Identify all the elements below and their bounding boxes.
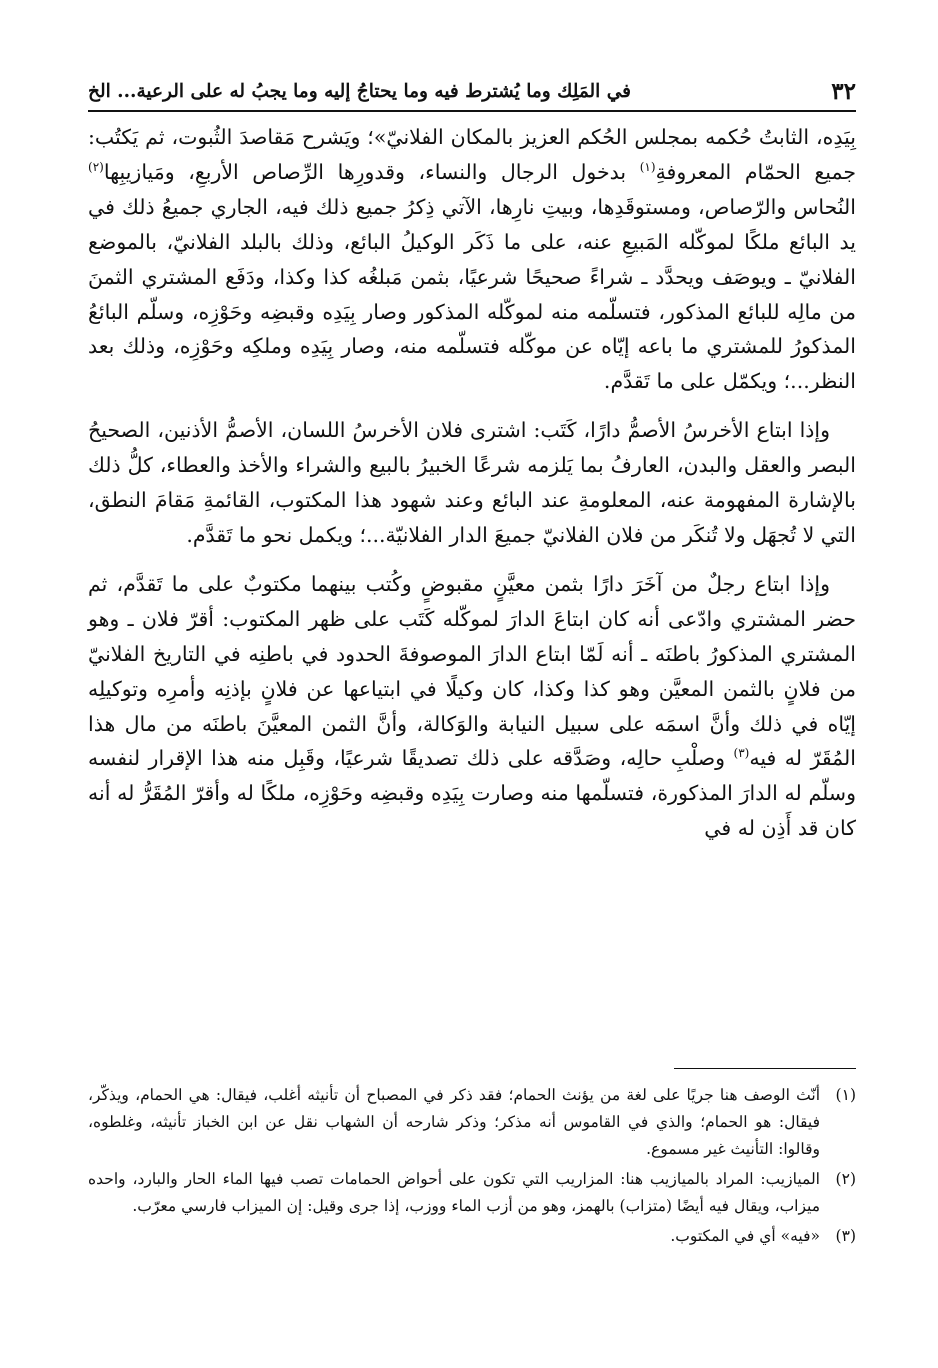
footnote-text: الميازيب: المراد بالميازيب هنا: المزاريب التي تكون على أحواض الحمامات تصب فيها الماء الحار والبارد، واحده ميزاب، ويقال فيه أيضًا (متزاب) بالهمز، وهو من أزب الماء ووزب، إذا جرى وقيل: إن الميزاب فارسي معرّب. (88, 1170, 820, 1215)
footnote-number: (١) (835, 1086, 856, 1104)
footnote-ref-3[interactable]: (٣) (733, 746, 750, 761)
footnotes (88, 1082, 856, 1253)
footnote-1 (88, 1082, 856, 1163)
text-run: النُحاس والرّصاص، ومستوقَدِها، وبيتِ نارِها، الآتي ذِكرُ جميع ذلك فيه، الجاري جميعُ ذلك في يد البائع ملكًا لموكّله المَبيعِ عنه، على ما ذَكَر الوكيلُ البائع، وذلك بالبلد الفلانيّ، بالموضع الفلانيّ ـ ويوصَف ويحدَّد ـ شراءً صحيحًا شرعيًا، بثمن مَبلغُه كذا وكذا، ودَفَع المشتري الثمنَ من مالِه للبائع المذكور، فتسلّمه منه لموكّله المذكور وصار بِيَدِه وقبضِه وحَوْزِه، وسلّم البائعُ المذكورُ للمشتري ما باعه إيّاه عن موكّله فتسلّمه منه، وصار بِيَدِه وملكِه وحَوْزِه، وذلك بعد النظر...؛ ويكمّل على ما تَقدَّم. (88, 194, 856, 394)
text-run: بدخول الرجال والنساء، وقدورِها الرِّصاص الأربعِ، ومَيازيبِها (103, 159, 640, 184)
text-run: وإذا ابتاع الأخرسُ الأصمُّ دارًا، كَتَب: اشترى فلان الأخرسُ اللسان، الأصمُّ الأذنين، الصحيحُ البصر والعقل والبدن، العارفُ بما يَلزمه شرعًا الخبيرُ بالبيع والشراء والأخذ والعطاء، كلُّ ذلك بالإشارة المفهومة عنه، المعلومةِ عند البائع وعند شهود هذا المكتوب، القائمةِ مَقامَ النطق، التي لا تُجهَل ولا تُنكَر من فلان الفلانيّ جميعَ الدار الفلانيّة...؛ ويكمل نحو ما تَقدَّم. (88, 418, 856, 547)
footnote-text: «فيه» أي في المكتوب. (670, 1227, 820, 1245)
paragraph-3 (88, 567, 856, 846)
page-header (88, 66, 856, 106)
footnote-number: (٢) (835, 1170, 856, 1188)
main-text (88, 120, 856, 860)
running-title: في المَلِك وما يُشترط فيه وما يحتاجُ إليه وما يجبُ له على الرعية... الخ (88, 81, 632, 102)
header-rule (88, 110, 856, 112)
text-run: وصلْبِ حالِه، وصَدَّقه على ذلك تصديقًا شرعيًا، وقَبِل منه هذا الإقرار لنفسه وسلّم له الدارَ المذكورة، فتسلّمها منه وصارت بِيَدِه وقبضِه وحَوْزِه، ملكًا له وأقرّ المُقَرُّ له أنه كان قد أَذِن له في (88, 746, 856, 841)
page-number: ٣٢ (831, 78, 856, 105)
footnote-2 (88, 1166, 856, 1220)
footnote-separator (674, 1068, 856, 1069)
text-run: بِيَدِه، الثابتُ حُكمه بمجلس الحُكم العزيز بالمكان الفلانيّ»؛ ويَشرح مَقاصدَ الثُبوت، ثم يَكتُب: جميع الحمّام المعروفةِ (88, 125, 856, 184)
footnote-number: (٣) (835, 1227, 856, 1245)
footnote-3 (88, 1223, 856, 1250)
footnote-ref-1[interactable]: (١) (639, 160, 656, 175)
footnote-ref-2[interactable]: (٢) (88, 160, 104, 175)
footnote-text: أنّث الوصف هنا جريًا على لغة من يؤنث الحمام؛ فقد ذكر في المصباح أن تأنيثه أغلب، فيقال: هي الحمام، ويذكّر، فيقال: هو الحمام؛ والذي في القاموس أنه مذكر؛ وذكر شارحه أن الشهاب نقل عن ابن الخباز تأنيثه، وغلطوه، وقالوا: التأنيث غير مسموع. (88, 1086, 820, 1158)
paragraph-1 (88, 120, 856, 399)
paragraph-2 (88, 413, 856, 553)
text-run: وإذا ابتاع رجلٌ من آخَرَ دارًا بثمن معيَّنٍ مقبوضٍ وكُتب بينهما مكتوبٌ على ما تَقدَّم، ثم حضر المشتري وادّعى أنه كان ابتاعَ الدارَ لموكّله كَتَب على ظهر المكتوب: أقرّ فلان ـ وهو المشتري المذكورُ باطنَه ـ أنه لَمّا ابتاع الدارَ الموصوفةَ الحدود في باطنِه في التاريخ الفلانيّ من فلانٍ بالثمن المعيَّن وهو كذا وكذا، كان وكيلًا في ابتياعها عن فلانٍ بإذنِه وأمرِه وتوكيلِه إيّاه في ذلك وأنَّ اسمَه على سبيل النيابة والوَكالة، وأنَّ الثمن المعيَّنَ باطنَه من مال هذا المُقَرّ له فيه (88, 571, 856, 771)
